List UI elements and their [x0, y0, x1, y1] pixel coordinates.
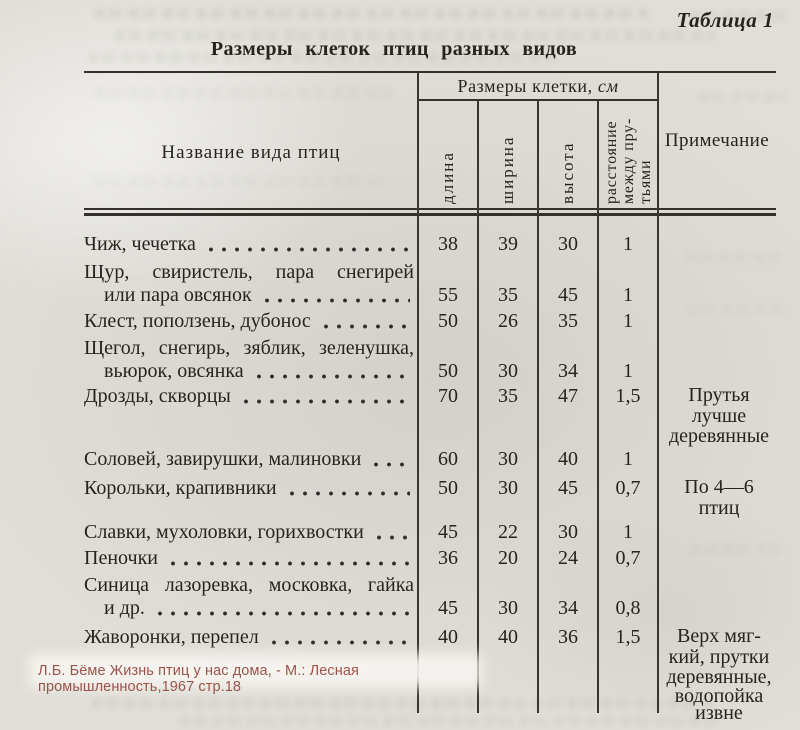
- page-title: Размеры клеток птиц разных видов: [210, 38, 578, 60]
- cell-value: 1: [623, 233, 633, 255]
- note-line: деревянные,: [666, 666, 772, 688]
- dot-leader: [271, 639, 410, 646]
- column-header-bar-spacing-line3: тьями: [636, 159, 654, 204]
- cell-value: 22: [498, 521, 518, 543]
- bird-name-line: [84, 385, 414, 408]
- bleedthrough-texture: [95, 8, 650, 19]
- cell-value: 35: [498, 284, 518, 306]
- bleedthrough-texture: [698, 92, 786, 103]
- bird-name-text: Славки, мухоловки, горихвостки: [84, 521, 364, 543]
- column-header-width-text: ширина: [498, 135, 517, 204]
- note-line: деревянные: [668, 425, 770, 447]
- cell-value: 0,8: [615, 597, 641, 619]
- table-top-rule: [84, 71, 776, 73]
- column-header-cage-sizes-unit: см: [597, 76, 619, 96]
- cell-value: 35: [498, 385, 518, 407]
- cell-value: 40: [438, 626, 458, 648]
- bird-name-text: Чиж, чечетка: [84, 233, 196, 255]
- table-number-label: Таблица 1: [676, 8, 774, 32]
- cell-value: 60: [438, 448, 458, 470]
- bleedthrough-texture: [688, 304, 784, 315]
- dot-leader: [157, 610, 410, 617]
- cell-value: 1: [623, 310, 633, 332]
- header-separator-thick-rule: [84, 213, 776, 216]
- column-header-width: [478, 102, 538, 206]
- bird-name-text: Клест, поползень, дубонос: [84, 310, 311, 332]
- cell-value: 35: [558, 310, 578, 332]
- cell-value: 20: [498, 547, 518, 569]
- column-header-length: [418, 102, 478, 206]
- bird-name-text: или пара овсянок: [104, 284, 252, 306]
- cell-value: 40: [558, 448, 578, 470]
- cell-value: 55: [438, 284, 458, 306]
- note-line: птиц: [698, 497, 740, 519]
- dot-leader: [264, 297, 410, 304]
- bird-name-line: [84, 521, 414, 544]
- bleedthrough-texture: [92, 698, 712, 709]
- bird-name-line: [84, 448, 414, 471]
- cell-value: 50: [438, 477, 458, 499]
- dot-leader: [289, 490, 410, 497]
- bird-name-line: [84, 310, 414, 333]
- note-line: По 4—6: [684, 476, 754, 498]
- cell-value: 50: [438, 310, 458, 332]
- cell-value: 34: [558, 597, 578, 619]
- note-line: кий, прутки: [668, 646, 770, 668]
- cell-value: 38: [438, 233, 458, 255]
- cell-value: 30: [558, 233, 578, 255]
- bird-name-line: [84, 574, 414, 597]
- note-line: Верх мяг-: [677, 625, 761, 647]
- column-header-bar-spacing-line2: между пру-: [619, 117, 637, 204]
- dot-leader: [170, 560, 410, 567]
- bird-name-line: [84, 337, 414, 360]
- bird-name-text: Пеночки: [84, 547, 158, 569]
- bleedthrough-texture: [686, 252, 782, 263]
- bird-name-text: Щур, свиристель, пара снегирей: [84, 261, 414, 283]
- cell-value: 50: [438, 360, 458, 382]
- cell-value: 30: [498, 448, 518, 470]
- cell-value: 0,7: [615, 547, 641, 569]
- dot-leader: [208, 246, 410, 253]
- bird-name-line: [84, 261, 414, 284]
- bird-name-line: [84, 360, 414, 383]
- cell-value: 45: [558, 477, 578, 499]
- column-header-cage-sizes: [418, 76, 658, 97]
- cell-value: 0,7: [615, 477, 641, 499]
- column-header-cage-sizes-text: Размеры клетки,: [457, 76, 593, 96]
- cell-value: 1: [623, 360, 633, 382]
- cell-value: 26: [498, 310, 518, 332]
- column-header-bar-spacing: [598, 102, 658, 206]
- header-separator-thin-rule: [84, 208, 776, 210]
- cell-value: 34: [558, 360, 578, 382]
- note-line: извне: [695, 702, 743, 724]
- cell-value: 40: [498, 626, 518, 648]
- column-header-bar-spacing-line1: расстояние: [602, 120, 620, 204]
- cell-value: 45: [438, 597, 458, 619]
- bird-name-line: [84, 547, 414, 570]
- bird-name-text: Щегол, снегирь, зяблик, зеленушка,: [84, 337, 414, 359]
- cell-value: 1: [623, 284, 633, 306]
- bird-name-text: Корольки, крапивники: [84, 477, 277, 499]
- cell-value: 1: [623, 448, 633, 470]
- cell-value: 39: [498, 233, 518, 255]
- cell-value: 1,5: [615, 626, 641, 648]
- dot-leader: [373, 461, 410, 468]
- cell-value: 45: [438, 521, 458, 543]
- bleedthrough-texture: [690, 544, 782, 555]
- bird-name-line: [84, 597, 414, 620]
- bleedthrough-texture: [180, 716, 720, 727]
- bird-name-line: [84, 477, 414, 500]
- bleedthrough-texture: [95, 88, 395, 99]
- cell-value: 30: [498, 477, 518, 499]
- cell-value: 1: [623, 521, 633, 543]
- cell-value: 36: [438, 547, 458, 569]
- column-header-length-text: длина: [438, 151, 457, 204]
- cell-value: 70: [438, 385, 458, 407]
- bird-name-text: Дрозды, скворцы: [84, 385, 231, 407]
- dot-leader: [243, 398, 410, 405]
- cell-value: 36: [558, 626, 578, 648]
- dot-leader: [256, 373, 410, 380]
- cell-value: 47: [558, 385, 578, 407]
- bird-name-text: Жаворонки, перепел: [84, 626, 259, 648]
- note-line: водопойка: [674, 685, 764, 707]
- bird-name-line: [84, 233, 414, 256]
- column-header-bird-species: Название вида птиц: [161, 142, 341, 163]
- column-header-height: [538, 102, 598, 206]
- bird-name-text: Соловей, завирушки, малиновки: [84, 448, 362, 470]
- cell-value: 45: [558, 284, 578, 306]
- bird-name-line: [84, 626, 414, 649]
- note-line: лучше: [691, 405, 747, 427]
- bird-name-text: и др.: [104, 597, 145, 619]
- citation-text: Л.Б. Бёме Жизнь птиц у нас дома, - М.: Лесная промышленность,1967 стр.18: [38, 663, 359, 695]
- cell-value: 24: [558, 547, 578, 569]
- column-header-height-text: высота: [558, 141, 577, 204]
- note-line: Прутья: [688, 384, 750, 406]
- cell-value: 30: [498, 597, 518, 619]
- bird-name-text: Синица лазоревка, московка, гайка: [84, 574, 414, 596]
- cell-value: 30: [498, 360, 518, 382]
- cell-value: 1,5: [615, 385, 641, 407]
- dot-leader: [376, 534, 410, 541]
- dot-leader: [323, 323, 410, 330]
- cell-value: 30: [558, 521, 578, 543]
- bird-name-line: [84, 284, 414, 307]
- bleedthrough-texture: [95, 176, 385, 187]
- column-header-note: Примечание: [664, 130, 770, 151]
- bird-name-text: вьюрок, овсянка: [104, 360, 244, 382]
